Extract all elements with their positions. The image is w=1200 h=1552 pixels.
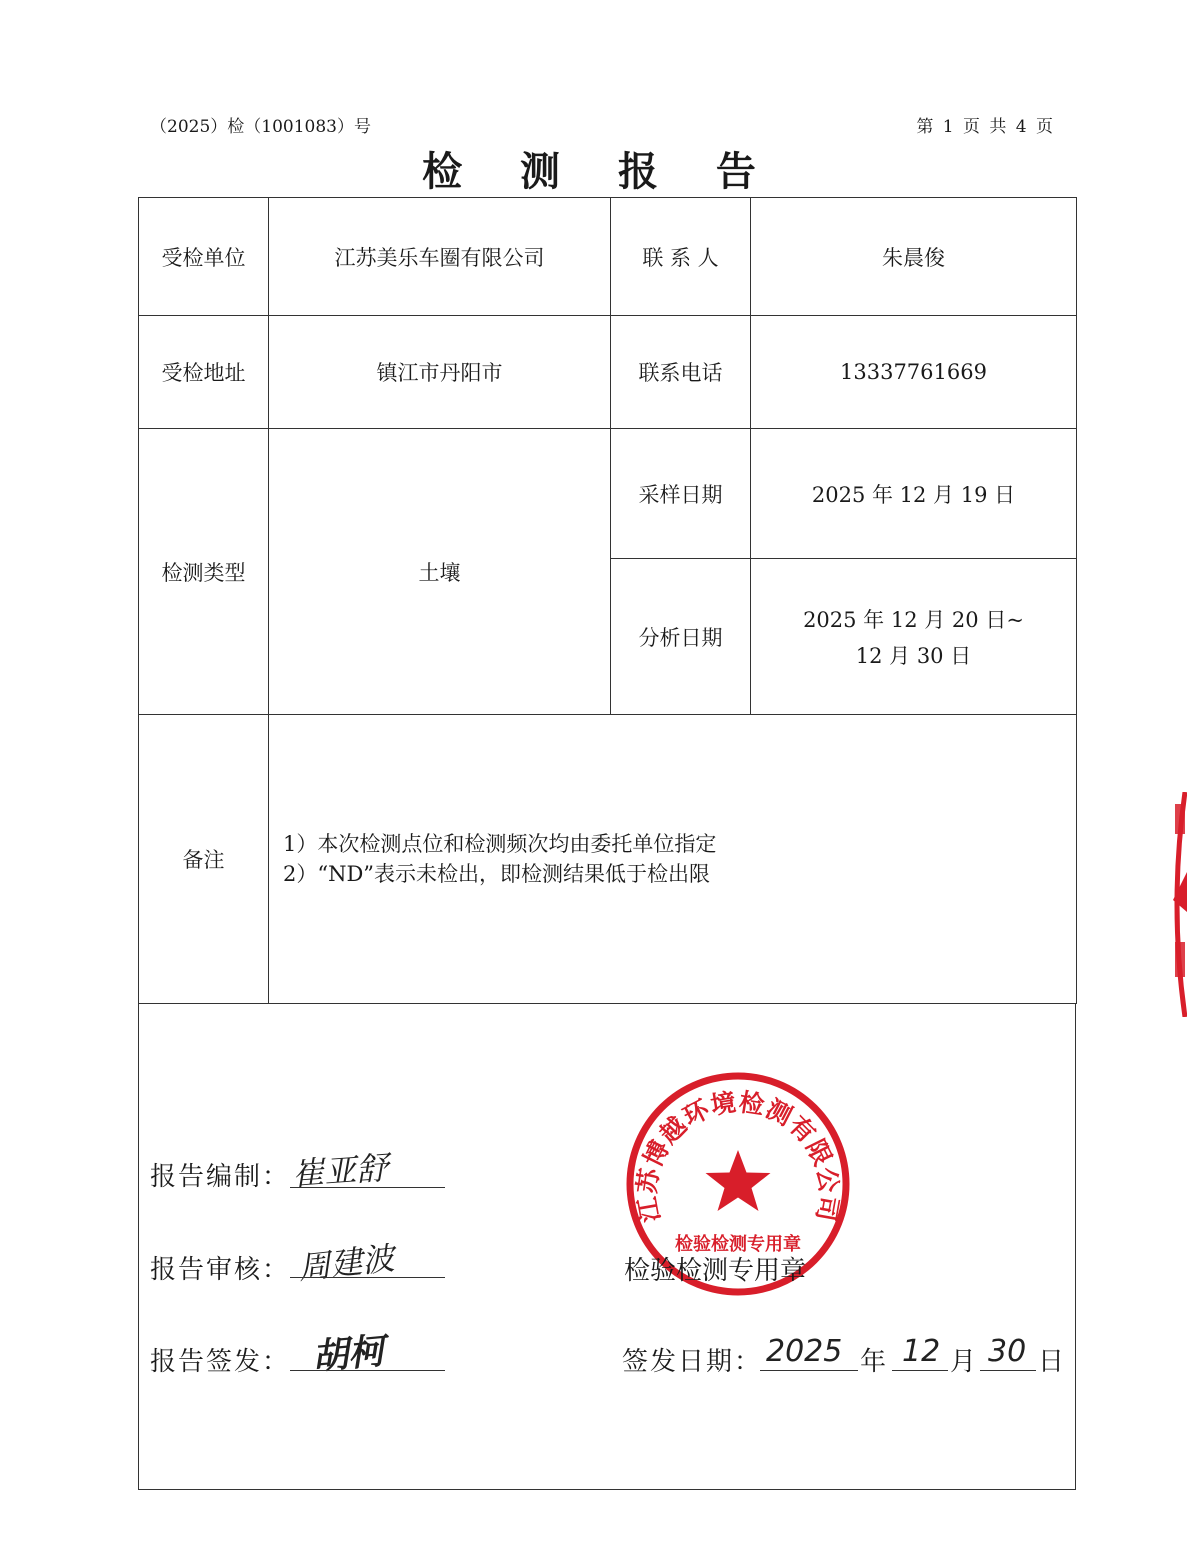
address-value: 镇江市丹阳市 <box>269 316 611 429</box>
seal-star-icon <box>706 1150 771 1211</box>
day-unit: 日 <box>1038 1347 1067 1377</box>
client-value: 江苏美乐车圈有限公司 <box>269 198 611 316</box>
issue-year-underline <box>760 1370 858 1371</box>
compiled-underline <box>290 1187 445 1188</box>
page-title: 检 测 报 告 <box>422 148 778 195</box>
seal-caption: 检验检测专用章 <box>624 1256 807 1286</box>
compiled-label: 报告编制： <box>150 1162 291 1192</box>
issue-month-underline <box>892 1370 948 1371</box>
issue-year: 2025 <box>766 1334 843 1369</box>
issue-day: 30 <box>988 1334 1027 1369</box>
reviewed-label: 报告审核： <box>150 1255 291 1285</box>
issue-day-underline <box>980 1370 1036 1371</box>
month-unit: 月 <box>950 1347 979 1377</box>
compiled-signature: 崔亚舒 <box>290 1148 390 1194</box>
analysis-label: 分析日期 <box>611 559 751 715</box>
contact-label: 联 系 人 <box>611 198 751 316</box>
page-info: 第 1 页 共 4 页 <box>916 117 1055 137</box>
client-label: 受检单位 <box>139 198 269 316</box>
issue-date-label: 签发日期： <box>622 1347 763 1377</box>
reviewed-underline <box>290 1277 445 1278</box>
seal-subtitle: 检验检测专用章 <box>675 1234 801 1255</box>
remarks-label: 备注 <box>139 715 269 1004</box>
report-info-table <box>138 197 1077 1004</box>
remarks-content <box>269 715 1077 1004</box>
remark-line: 2）“ND”表示未检出，即检测结果低于检出限 <box>283 862 711 886</box>
type-label: 检测类型 <box>139 429 269 715</box>
analysis-value-line2: 12 月 30 日 <box>855 643 972 668</box>
type-value: 土壤 <box>269 429 611 715</box>
issue-month: 12 <box>902 1334 941 1369</box>
analysis-value <box>751 559 1077 715</box>
issued-underline <box>290 1370 445 1371</box>
sampling-value: 2025 年 12 月 19 日 <box>751 429 1077 559</box>
phone-label: 联系电话 <box>611 316 751 429</box>
phone-value: 13337761669 <box>751 316 1077 429</box>
sampling-label: 采样日期 <box>611 429 751 559</box>
remark-line: 1）本次检测点位和检测频次均由委托单位指定 <box>283 832 717 856</box>
report-number: （2025）检（1001083）号 <box>150 117 371 137</box>
year-unit: 年 <box>860 1347 889 1377</box>
address-label: 受检地址 <box>139 316 269 429</box>
seal-company-text: 江苏博越环境检测有限公司 <box>632 1087 844 1225</box>
signature-section <box>138 1003 1076 1490</box>
analysis-value-line1: 2025 年 12 月 20 日~ <box>803 607 1024 632</box>
cross-page-seal-fragment <box>1165 792 1187 1017</box>
issued-signature: 胡柯 <box>310 1330 386 1379</box>
issued-label: 报告签发： <box>150 1347 291 1377</box>
contact-value: 朱晨俊 <box>751 198 1077 316</box>
reviewed-signature: 周建波 <box>296 1239 396 1287</box>
